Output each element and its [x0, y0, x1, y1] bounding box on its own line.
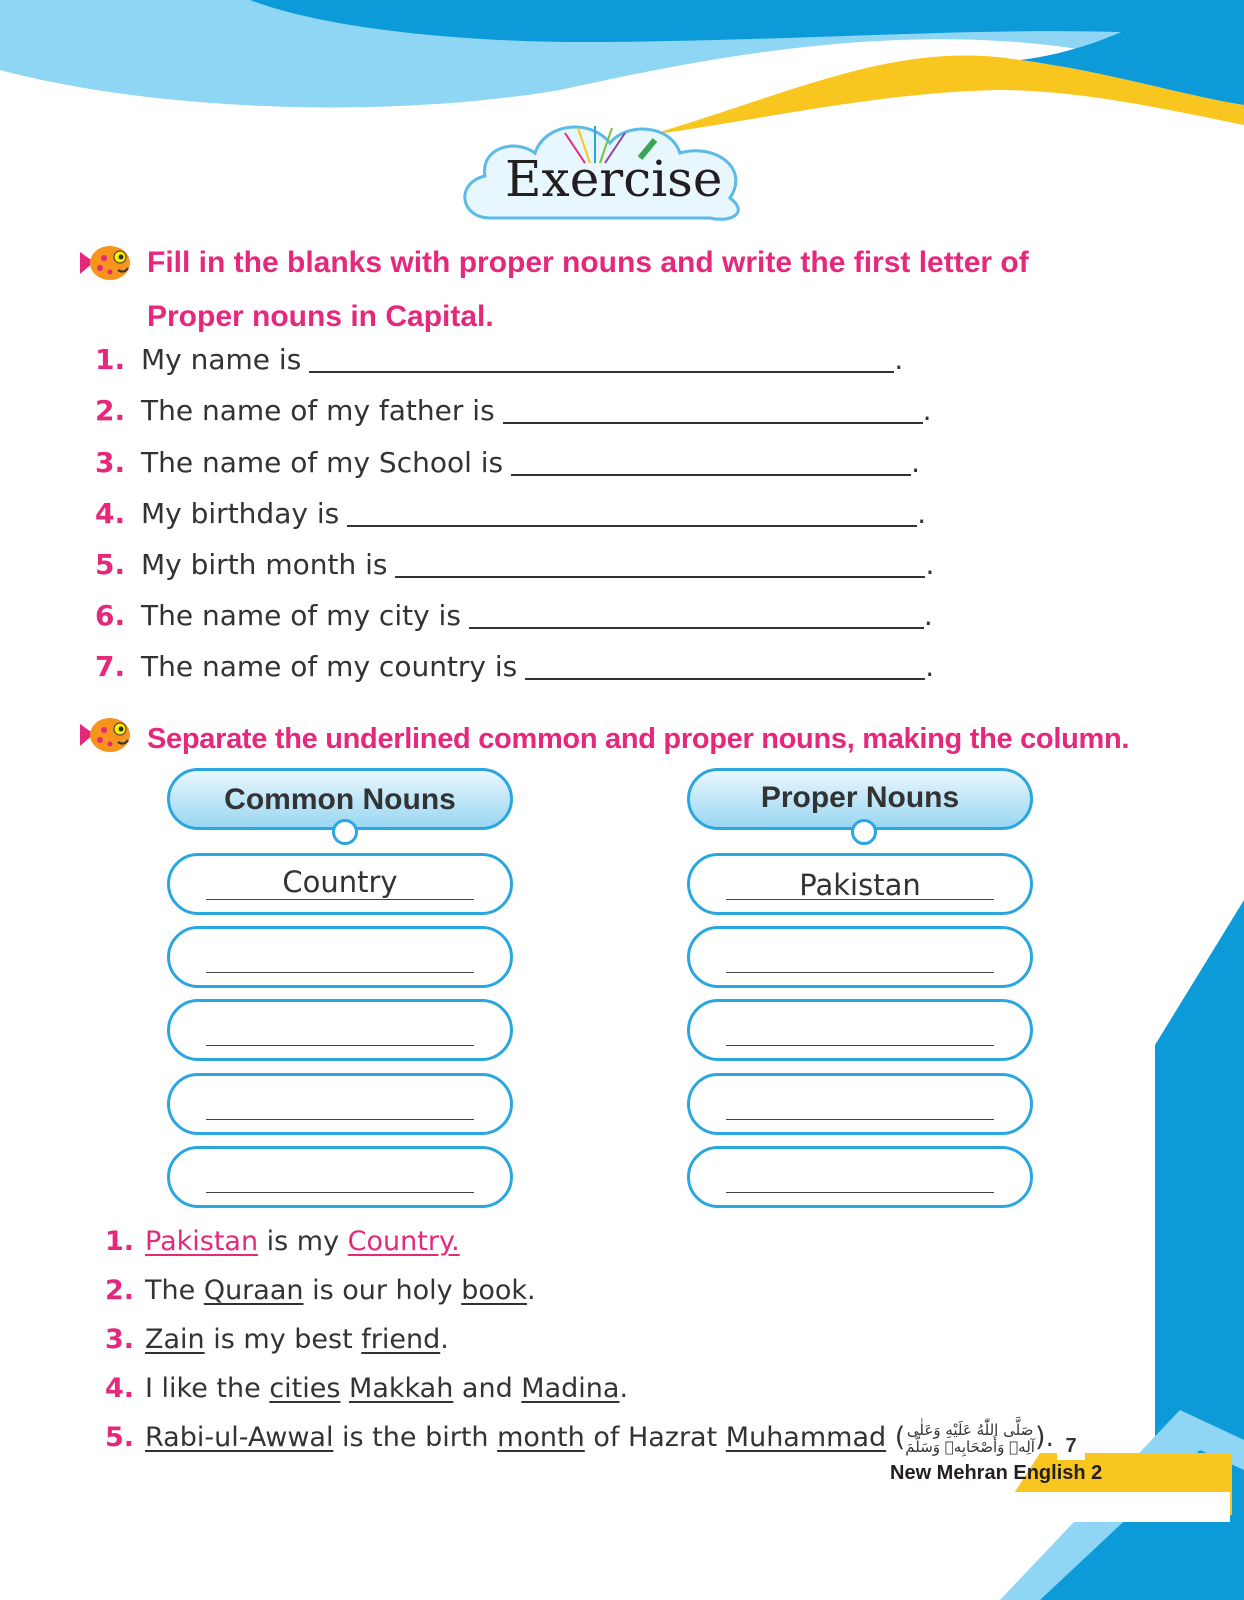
- common-noun-slot[interactable]: [167, 1146, 513, 1208]
- instruction-2: Separate the underlined common and proper nouns, making the column.: [147, 723, 1130, 755]
- sentence-text: is the birth: [333, 1422, 498, 1453]
- proper-noun-slot[interactable]: [687, 1146, 1033, 1208]
- sentence-text: .: [619, 1373, 629, 1404]
- sentence-text: [340, 1373, 349, 1404]
- underlined-noun: Makkah: [349, 1373, 454, 1404]
- honorific-line-2: آلِهٖ وَأَصْحَابِهٖ وَسَلَّمَ: [905, 1437, 1035, 1456]
- answer-line: [726, 972, 994, 973]
- answer-line: [206, 1192, 474, 1193]
- page-number: 7: [1057, 1432, 1085, 1460]
- answer-line: [206, 1045, 474, 1046]
- sentence-1: [105, 1222, 460, 1262]
- fish-icon: [78, 712, 134, 758]
- answer-line: [726, 1119, 994, 1120]
- underlined-noun: month: [497, 1422, 585, 1453]
- sentence-text: I like the: [145, 1373, 270, 1404]
- sentence-2: [105, 1271, 536, 1311]
- sentence-text: The: [145, 1275, 204, 1306]
- sentence-text: is my: [258, 1226, 348, 1257]
- underlined-noun: Quraan: [203, 1275, 304, 1306]
- question-text: My name is: [141, 343, 302, 376]
- connector-knob: [332, 819, 358, 845]
- common-noun-slot[interactable]: [167, 999, 513, 1061]
- underlined-noun: Madina: [521, 1373, 620, 1404]
- sentence-text: .: [440, 1324, 449, 1355]
- question-text: The name of my School is: [141, 446, 504, 479]
- question-number: 6.: [95, 599, 126, 632]
- question-1: 1. My name is .: [95, 340, 903, 380]
- answer-line: [206, 972, 474, 973]
- connector-knob: [851, 819, 877, 845]
- question-text: My birthday is: [141, 497, 340, 530]
- proper-nouns-header-label: Proper Nouns: [760, 781, 960, 814]
- proper-noun-example: Pakistan: [799, 868, 921, 902]
- sentence-4: [105, 1369, 628, 1409]
- answer-blank[interactable]: [309, 343, 894, 373]
- question-5: 5. My birth month is .: [95, 545, 934, 585]
- question-2: 2. The name of my father is .: [95, 391, 932, 431]
- answer-blank[interactable]: [395, 548, 925, 578]
- answer-blank[interactable]: [347, 497, 917, 527]
- honorific-line-1: صَلَّى اللّٰهُ عَلَيْهِ وَعَلٰى: [906, 1420, 1034, 1439]
- instruction-1: [147, 236, 1029, 344]
- sentence-5: [105, 1418, 1054, 1458]
- honorific-arabic: [905, 1422, 1035, 1456]
- underlined-noun: Zain: [145, 1324, 205, 1355]
- answer-line: [206, 899, 474, 900]
- question-text: The name of my city is: [141, 599, 461, 632]
- sentence-text: and: [453, 1373, 522, 1404]
- answer-line: [206, 1119, 474, 1120]
- question-7: 7. The name of my country is .: [95, 647, 934, 687]
- page-title: Exercise: [505, 150, 723, 208]
- answer-blank[interactable]: [503, 394, 923, 424]
- proper-noun-slot[interactable]: [687, 926, 1033, 988]
- question-text: The name of my country is: [141, 650, 518, 683]
- underlined-noun: Country.: [347, 1226, 460, 1257]
- proper-noun-slot[interactable]: [687, 999, 1033, 1061]
- common-noun-example: Country: [282, 865, 398, 899]
- answer-blank[interactable]: [525, 650, 925, 680]
- underlined-noun: cities: [269, 1373, 341, 1404]
- sentence-text: is our holy: [303, 1275, 462, 1306]
- question-number: 5.: [95, 548, 126, 581]
- question-4: 4. My birthday is .: [95, 494, 926, 534]
- answer-line: [726, 1192, 994, 1193]
- sentence-3: [105, 1320, 449, 1360]
- answer-blank[interactable]: [511, 446, 911, 476]
- question-number: 3.: [95, 446, 126, 479]
- sentence-text: (: [886, 1422, 906, 1453]
- answer-line: [726, 1045, 994, 1046]
- question-text: My birth month is: [141, 548, 388, 581]
- fish-icon: [78, 240, 134, 286]
- question-3: 3. The name of my School is .: [95, 443, 920, 483]
- common-noun-slot[interactable]: [167, 1073, 513, 1135]
- underlined-noun: Muhammad: [725, 1422, 887, 1453]
- instruction-1-line-2: Proper nouns in Capital.: [147, 300, 494, 333]
- instruction-1-line-1: Fill in the blanks with proper nouns and write the first letter of: [147, 246, 1029, 279]
- underlined-noun: book: [461, 1275, 528, 1306]
- sentence-text: .: [527, 1275, 536, 1306]
- underlined-noun: Pakistan: [145, 1226, 259, 1257]
- proper-noun-slot[interactable]: [687, 853, 1033, 915]
- sentence-text: is my best: [204, 1324, 362, 1355]
- sentence-text: ).: [1034, 1422, 1055, 1453]
- sentence-number: 5.: [105, 1422, 135, 1453]
- answer-line: [726, 899, 994, 900]
- sentence-text: of Hazrat: [584, 1422, 726, 1453]
- question-number: 7.: [95, 650, 126, 683]
- sentence-number: 3.: [105, 1324, 135, 1355]
- common-noun-slot[interactable]: [167, 926, 513, 988]
- underlined-noun: friend: [361, 1324, 441, 1355]
- question-number: 4.: [95, 497, 126, 530]
- proper-noun-slot[interactable]: [687, 1073, 1033, 1135]
- sentence-number: 4.: [105, 1373, 135, 1404]
- question-number: 1.: [95, 343, 126, 376]
- underlined-noun: Rabi-ul-Awwal: [145, 1422, 334, 1453]
- answer-blank[interactable]: [469, 599, 924, 629]
- question-6: 6. The name of my city is .: [95, 596, 933, 636]
- sentence-number: 2.: [105, 1275, 135, 1306]
- sentence-number: 1.: [105, 1226, 135, 1257]
- book-title: New Mehran English 2: [890, 1462, 1103, 1484]
- common-nouns-header-label: Common Nouns: [224, 783, 456, 816]
- question-text: The name of my father is: [141, 394, 495, 427]
- question-number: 2.: [95, 394, 126, 427]
- common-noun-slot[interactable]: [167, 853, 513, 915]
